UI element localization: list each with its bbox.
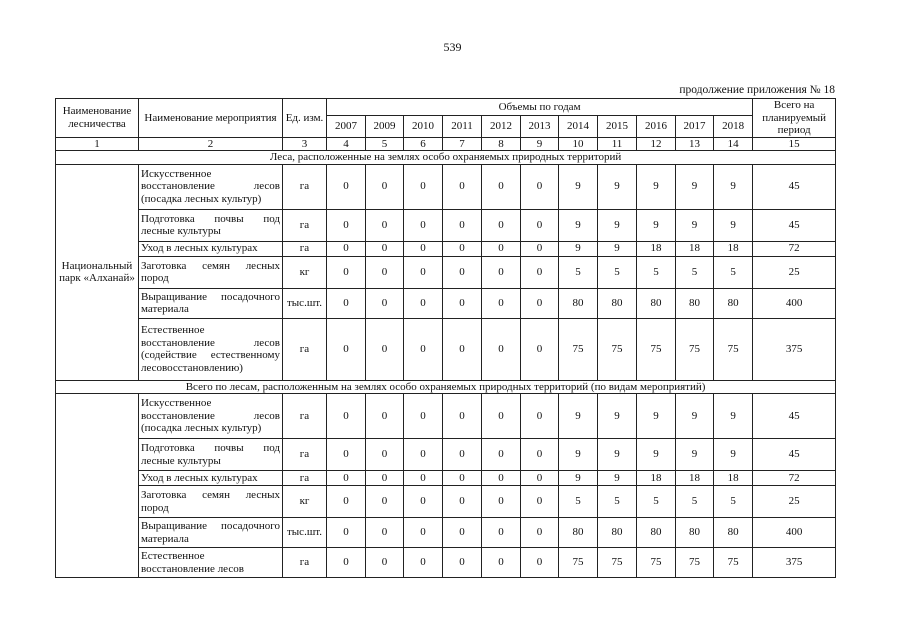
measure-name: Заготовка семян лесных пород xyxy=(139,256,283,288)
table-row xyxy=(56,288,836,318)
measure-name: Выращивание посадочного материала xyxy=(139,288,283,318)
measure-name: Подготовка почвы под лесные культуры xyxy=(139,209,283,241)
value-cell: 5 xyxy=(559,256,598,288)
column-index: 7 xyxy=(443,137,482,151)
column-index: 6 xyxy=(404,137,443,151)
value-cell: 0 xyxy=(521,518,559,548)
value-cell: 0 xyxy=(482,518,521,548)
value-cell: 0 xyxy=(482,548,521,578)
value-cell: 0 xyxy=(327,548,366,578)
value-cell: 18 xyxy=(714,471,753,486)
value-cell: 5 xyxy=(598,486,637,518)
measure-name: Выращивание посадочного материала xyxy=(139,518,283,548)
section-title: Всего по лесам, расположенным на землях особо охраняемых природных территорий (по видам мероприятий) xyxy=(56,380,836,394)
section-title-row xyxy=(56,380,836,394)
total-cell: 45 xyxy=(753,164,836,209)
value-cell: 9 xyxy=(559,241,598,256)
value-cell: 9 xyxy=(559,471,598,486)
value-cell: 5 xyxy=(714,486,753,518)
value-cell: 9 xyxy=(598,209,637,241)
value-cell: 0 xyxy=(327,256,366,288)
value-cell: 80 xyxy=(676,288,714,318)
value-cell: 0 xyxy=(443,439,482,471)
value-cell: 0 xyxy=(366,486,404,518)
value-cell: 75 xyxy=(559,548,598,578)
total-cell: 72 xyxy=(753,241,836,256)
value-cell: 0 xyxy=(443,518,482,548)
value-cell: 0 xyxy=(366,471,404,486)
header-year: 2018 xyxy=(714,115,753,137)
value-cell: 0 xyxy=(404,548,443,578)
total-cell: 45 xyxy=(753,394,836,439)
column-index: 14 xyxy=(714,137,753,151)
table-row xyxy=(56,241,836,256)
value-cell: 0 xyxy=(443,394,482,439)
value-cell: 9 xyxy=(598,394,637,439)
section-title: Леса, расположенные на землях особо охраняемых природных территорий xyxy=(56,151,836,165)
unit-cell: тыс.шт. xyxy=(283,288,327,318)
unit-cell: га xyxy=(283,548,327,578)
value-cell: 0 xyxy=(482,241,521,256)
value-cell: 0 xyxy=(482,164,521,209)
value-cell: 0 xyxy=(521,439,559,471)
value-cell: 80 xyxy=(714,288,753,318)
value-cell: 0 xyxy=(482,288,521,318)
value-cell: 0 xyxy=(404,209,443,241)
unit-cell: кг xyxy=(283,486,327,518)
value-cell: 9 xyxy=(714,439,753,471)
value-cell: 0 xyxy=(327,241,366,256)
column-index: 5 xyxy=(366,137,404,151)
total-cell: 25 xyxy=(753,256,836,288)
value-cell: 5 xyxy=(637,256,676,288)
measure-name: Уход в лесных культурах xyxy=(139,241,283,256)
value-cell: 0 xyxy=(404,486,443,518)
value-cell: 9 xyxy=(598,471,637,486)
forestry-name: Национальный парк «Алханай» xyxy=(56,164,139,380)
total-cell: 375 xyxy=(753,548,836,578)
value-cell: 0 xyxy=(404,241,443,256)
value-cell: 18 xyxy=(637,471,676,486)
unit-cell: га xyxy=(283,164,327,209)
value-cell: 0 xyxy=(482,318,521,380)
total-cell: 400 xyxy=(753,518,836,548)
value-cell: 5 xyxy=(676,256,714,288)
value-cell: 0 xyxy=(327,439,366,471)
value-cell: 5 xyxy=(637,486,676,518)
value-cell: 0 xyxy=(366,318,404,380)
value-cell: 0 xyxy=(482,209,521,241)
value-cell: 0 xyxy=(366,518,404,548)
value-cell: 80 xyxy=(559,518,598,548)
value-cell: 0 xyxy=(327,394,366,439)
measure-name: Искусственное восстановление лесов (посадка лесных культур) xyxy=(139,164,283,209)
table-row xyxy=(56,439,836,471)
value-cell: 0 xyxy=(482,486,521,518)
value-cell: 18 xyxy=(637,241,676,256)
value-cell: 0 xyxy=(366,209,404,241)
unit-cell: кг xyxy=(283,256,327,288)
unit-cell: га xyxy=(283,394,327,439)
value-cell: 9 xyxy=(676,439,714,471)
value-cell: 9 xyxy=(637,439,676,471)
measure-name: Заготовка семян лесных пород xyxy=(139,486,283,518)
unit-cell: га xyxy=(283,471,327,486)
table-row xyxy=(56,394,836,439)
table-row xyxy=(56,256,836,288)
header-year: 2014 xyxy=(559,115,598,137)
measure-name: Подготовка почвы под лесные культуры xyxy=(139,439,283,471)
value-cell: 80 xyxy=(559,288,598,318)
value-cell: 0 xyxy=(366,241,404,256)
value-cell: 0 xyxy=(443,164,482,209)
column-index: 10 xyxy=(559,137,598,151)
measure-name: Уход в лесных культурах xyxy=(139,471,283,486)
value-cell: 0 xyxy=(366,439,404,471)
value-cell: 9 xyxy=(637,394,676,439)
value-cell: 75 xyxy=(676,318,714,380)
value-cell: 0 xyxy=(482,394,521,439)
value-cell: 18 xyxy=(676,241,714,256)
value-cell: 0 xyxy=(443,209,482,241)
value-cell: 75 xyxy=(637,548,676,578)
column-index: 12 xyxy=(637,137,676,151)
total-cell: 375 xyxy=(753,318,836,380)
value-cell: 0 xyxy=(366,394,404,439)
value-cell: 75 xyxy=(598,548,637,578)
value-cell: 75 xyxy=(637,318,676,380)
header-year: 2015 xyxy=(598,115,637,137)
column-index: 1 xyxy=(56,137,139,151)
table-row xyxy=(56,318,836,380)
header-year: 2009 xyxy=(366,115,404,137)
value-cell: 0 xyxy=(443,486,482,518)
value-cell: 9 xyxy=(637,209,676,241)
value-cell: 0 xyxy=(404,471,443,486)
value-cell: 0 xyxy=(327,471,366,486)
value-cell: 0 xyxy=(521,256,559,288)
value-cell: 75 xyxy=(714,548,753,578)
table-row xyxy=(56,486,836,518)
value-cell: 9 xyxy=(714,394,753,439)
value-cell: 0 xyxy=(404,518,443,548)
value-cell: 0 xyxy=(521,318,559,380)
value-cell: 9 xyxy=(559,164,598,209)
value-cell: 75 xyxy=(559,318,598,380)
value-cell: 0 xyxy=(443,318,482,380)
value-cell: 0 xyxy=(443,288,482,318)
value-cell: 0 xyxy=(521,288,559,318)
value-cell: 0 xyxy=(366,256,404,288)
value-cell: 0 xyxy=(521,209,559,241)
value-cell: 0 xyxy=(404,256,443,288)
value-cell: 75 xyxy=(598,318,637,380)
total-cell: 25 xyxy=(753,486,836,518)
value-cell: 0 xyxy=(327,164,366,209)
column-index: 2 xyxy=(139,137,283,151)
value-cell: 9 xyxy=(559,439,598,471)
unit-cell: га xyxy=(283,241,327,256)
forestry-name xyxy=(56,394,139,578)
table-row xyxy=(56,548,836,578)
table-row xyxy=(56,164,836,209)
value-cell: 0 xyxy=(366,164,404,209)
value-cell: 0 xyxy=(521,471,559,486)
value-cell: 80 xyxy=(714,518,753,548)
value-cell: 5 xyxy=(598,256,637,288)
header-total: Всего на планируемый период xyxy=(753,99,836,138)
value-cell: 9 xyxy=(714,209,753,241)
total-cell: 400 xyxy=(753,288,836,318)
header-year: 2012 xyxy=(482,115,521,137)
column-index: 9 xyxy=(521,137,559,151)
value-cell: 0 xyxy=(521,548,559,578)
unit-cell: га xyxy=(283,209,327,241)
value-cell: 0 xyxy=(327,288,366,318)
value-cell: 9 xyxy=(637,164,676,209)
measure-name: Естественное восстановление лесов (содействие естественному лесовосстановлению) xyxy=(139,318,283,380)
value-cell: 5 xyxy=(714,256,753,288)
table-row xyxy=(56,518,836,548)
value-cell: 0 xyxy=(443,256,482,288)
header-unit: Ед. изм. xyxy=(283,99,327,138)
column-index: 8 xyxy=(482,137,521,151)
value-cell: 18 xyxy=(676,471,714,486)
value-cell: 5 xyxy=(676,486,714,518)
value-cell: 9 xyxy=(598,439,637,471)
value-cell: 75 xyxy=(714,318,753,380)
column-index: 4 xyxy=(327,137,366,151)
value-cell: 0 xyxy=(366,288,404,318)
value-cell: 9 xyxy=(676,164,714,209)
value-cell: 0 xyxy=(482,256,521,288)
value-cell: 0 xyxy=(404,164,443,209)
total-cell: 72 xyxy=(753,471,836,486)
value-cell: 9 xyxy=(676,209,714,241)
page-number: 539 xyxy=(443,40,462,54)
header-year: 2017 xyxy=(676,115,714,137)
value-cell: 80 xyxy=(598,288,637,318)
value-cell: 18 xyxy=(714,241,753,256)
column-index: 11 xyxy=(598,137,637,151)
measure-name: Естественное восстановление лесов xyxy=(139,548,283,578)
value-cell: 80 xyxy=(598,518,637,548)
total-cell: 45 xyxy=(753,209,836,241)
value-cell: 0 xyxy=(404,288,443,318)
value-cell: 0 xyxy=(443,471,482,486)
value-cell: 80 xyxy=(637,518,676,548)
table-row xyxy=(56,471,836,486)
header-year: 2011 xyxy=(443,115,482,137)
header-forestry: Наименование лесничества xyxy=(56,99,139,138)
value-cell: 0 xyxy=(443,241,482,256)
table-row xyxy=(56,209,836,241)
column-index: 13 xyxy=(676,137,714,151)
unit-cell: га xyxy=(283,439,327,471)
value-cell: 0 xyxy=(327,209,366,241)
value-cell: 9 xyxy=(676,394,714,439)
value-cell: 0 xyxy=(327,518,366,548)
value-cell: 9 xyxy=(559,394,598,439)
value-cell: 0 xyxy=(521,394,559,439)
header-year: 2010 xyxy=(404,115,443,137)
volumes-table xyxy=(55,98,836,578)
value-cell: 0 xyxy=(404,394,443,439)
value-cell: 0 xyxy=(482,471,521,486)
unit-cell: га xyxy=(283,318,327,380)
continuation-note: продолжение приложения № 18 xyxy=(679,84,835,96)
value-cell: 9 xyxy=(559,209,598,241)
value-cell: 0 xyxy=(521,164,559,209)
value-cell: 75 xyxy=(676,548,714,578)
value-cell: 9 xyxy=(714,164,753,209)
value-cell: 0 xyxy=(443,548,482,578)
column-index-row xyxy=(56,137,836,151)
unit-cell: тыс.шт. xyxy=(283,518,327,548)
header-year: 2016 xyxy=(637,115,676,137)
header-row xyxy=(56,99,836,116)
value-cell: 0 xyxy=(521,486,559,518)
column-index: 15 xyxy=(753,137,836,151)
value-cell: 0 xyxy=(482,439,521,471)
measure-name: Искусственное восстановление лесов (посадка лесных культур) xyxy=(139,394,283,439)
value-cell: 0 xyxy=(521,241,559,256)
value-cell: 0 xyxy=(327,318,366,380)
value-cell: 9 xyxy=(598,241,637,256)
value-cell: 0 xyxy=(366,548,404,578)
value-cell: 80 xyxy=(676,518,714,548)
value-cell: 5 xyxy=(559,486,598,518)
value-cell: 0 xyxy=(327,486,366,518)
value-cell: 0 xyxy=(404,318,443,380)
header-volumes: Объемы по годам xyxy=(327,99,753,116)
total-cell: 45 xyxy=(753,439,836,471)
value-cell: 80 xyxy=(637,288,676,318)
value-cell: 0 xyxy=(404,439,443,471)
value-cell: 9 xyxy=(598,164,637,209)
column-index: 3 xyxy=(283,137,327,151)
section-title-row xyxy=(56,151,836,165)
header-measure: Наименование мероприятия xyxy=(139,99,283,138)
header-year: 2007 xyxy=(327,115,366,137)
header-year: 2013 xyxy=(521,115,559,137)
